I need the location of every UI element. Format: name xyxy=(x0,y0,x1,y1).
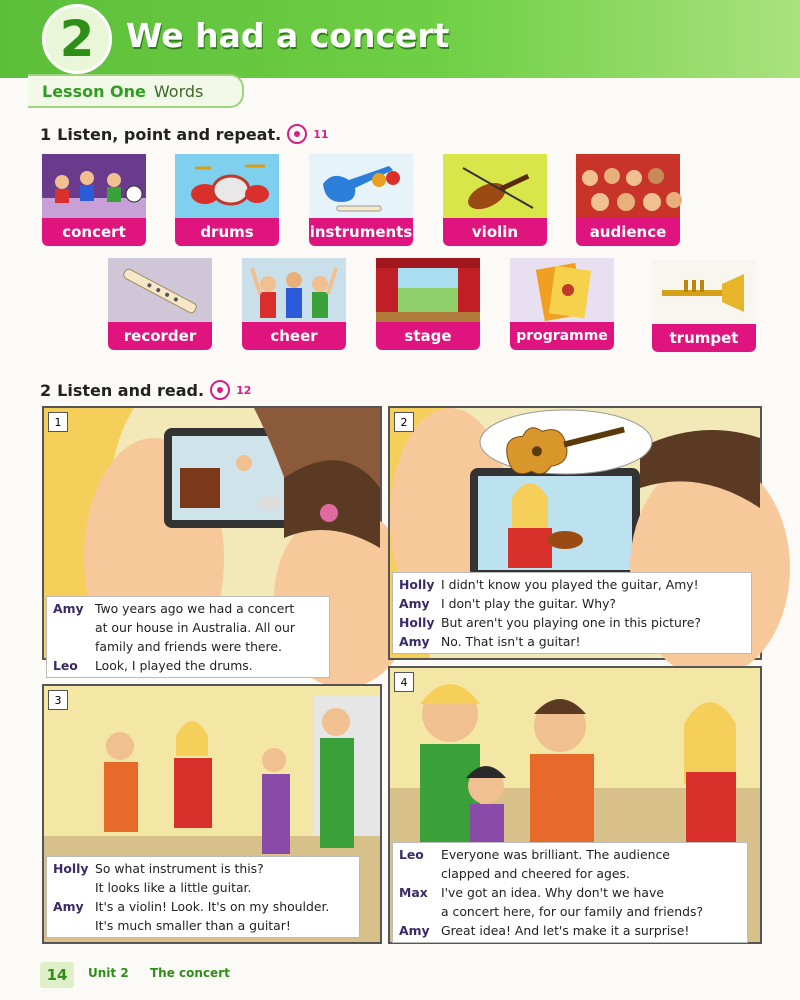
vocab-card-recorder[interactable] xyxy=(108,258,212,354)
vocab-label: recorder xyxy=(108,322,212,350)
vocab-label: audience xyxy=(576,218,680,246)
dialogue-line: Holly I didn't know you played the guitar, Amy! xyxy=(399,577,699,592)
speech-box xyxy=(46,596,330,678)
drums-picture xyxy=(175,154,279,220)
comic-panel-1 xyxy=(42,406,382,673)
lesson-bar xyxy=(28,74,244,108)
dialogue-line: family and friends were there. xyxy=(95,639,282,654)
section-instruction: Listen and read. xyxy=(57,380,205,400)
vocab-label: violin xyxy=(443,218,547,246)
track-number: 11 xyxy=(313,127,329,141)
unit-title: We had a concert xyxy=(126,16,450,55)
dialogue-line: at our house in Australia. All our xyxy=(95,620,295,635)
footer-unit-title: The concert xyxy=(150,966,230,980)
dialogue-line: Amy Great idea! And let's make it a surprise! xyxy=(399,923,690,938)
vocab-card-drums[interactable] xyxy=(175,154,279,250)
vocab-card-trumpet[interactable] xyxy=(652,260,756,356)
comic-panel-4 xyxy=(388,666,762,944)
speech-box xyxy=(46,856,360,938)
section-number: 1 xyxy=(40,124,52,144)
dialogue-line: Amy It's a violin! Look. It's on my shoulder. xyxy=(53,899,330,914)
concert-picture xyxy=(42,154,146,220)
vocab-label: stage xyxy=(376,322,480,350)
instruments-picture xyxy=(309,154,413,220)
violin-picture xyxy=(443,154,547,220)
unit-header-banner xyxy=(0,0,800,78)
vocab-card-concert[interactable] xyxy=(42,154,146,250)
section-2-heading xyxy=(40,380,251,400)
dialogue-line: Amy No. That isn't a guitar! xyxy=(399,634,581,649)
dialogue-line: It looks like a little guitar. xyxy=(95,880,252,895)
panel-number: 4 xyxy=(394,672,414,692)
page-number: 14 xyxy=(40,962,74,988)
vocab-card-violin[interactable] xyxy=(443,154,547,250)
section-instruction: Listen, point and repeat. xyxy=(57,124,282,144)
comic-panel-3 xyxy=(42,684,382,944)
stage-picture xyxy=(376,258,480,324)
lesson-label: Lesson One xyxy=(42,81,146,101)
dialogue-line: Amy I don't play the guitar. Why? xyxy=(399,596,616,611)
trumpet-picture xyxy=(652,260,756,326)
audio-cd-icon[interactable] xyxy=(210,380,230,400)
vocab-card-audience[interactable] xyxy=(576,154,680,250)
thought-cloud xyxy=(476,404,656,476)
vocab-card-cheer[interactable] xyxy=(242,258,346,354)
section-number: 2 xyxy=(40,380,52,400)
speech-box xyxy=(392,572,752,654)
dialogue-line: Leo Look, I played the drums. xyxy=(53,658,253,673)
dialogue-line: Holly But aren't you playing one in this picture? xyxy=(399,615,701,630)
panel-number: 2 xyxy=(394,412,414,432)
panel-number: 3 xyxy=(48,690,68,710)
programme-picture xyxy=(510,258,614,324)
vocab-card-stage[interactable] xyxy=(376,258,480,354)
vocab-label: trumpet xyxy=(652,324,756,352)
audio-cd-icon[interactable] xyxy=(287,124,307,144)
dialogue-line: Holly So what instrument is this? xyxy=(53,861,264,876)
dialogue-line: Amy Two years ago we had a concert xyxy=(53,601,295,616)
track-number: 12 xyxy=(236,383,252,397)
speech-box xyxy=(392,842,748,943)
vocab-label: drums xyxy=(175,218,279,246)
dialogue-line: It's much smaller than a guitar! xyxy=(95,918,291,933)
vocab-label: concert xyxy=(42,218,146,246)
vocab-card-programme[interactable] xyxy=(510,258,614,354)
vocab-label: programme xyxy=(510,322,614,350)
comic-panel-2 xyxy=(388,406,762,660)
dialogue-line: Leo Everyone was brilliant. The audience xyxy=(399,847,670,862)
vocab-card-instruments[interactable] xyxy=(309,154,413,250)
dialogue-line: Max I've got an idea. Why don't we have xyxy=(399,885,664,900)
lesson-topic: Words xyxy=(153,81,204,101)
panel-number: 1 xyxy=(48,412,68,432)
dialogue-line: a concert here, for our family and friends? xyxy=(441,904,704,919)
vocab-label: instruments xyxy=(309,218,413,246)
audience-picture xyxy=(576,154,680,220)
dialogue-line: clapped and cheered for ages. xyxy=(441,866,630,881)
footer-unit: Unit 2 xyxy=(88,966,129,980)
cheer-picture xyxy=(242,258,346,324)
unit-number: 2 xyxy=(42,4,112,74)
section-1-heading xyxy=(40,124,329,144)
recorder-picture xyxy=(108,258,212,324)
vocab-label: cheer xyxy=(242,322,346,350)
